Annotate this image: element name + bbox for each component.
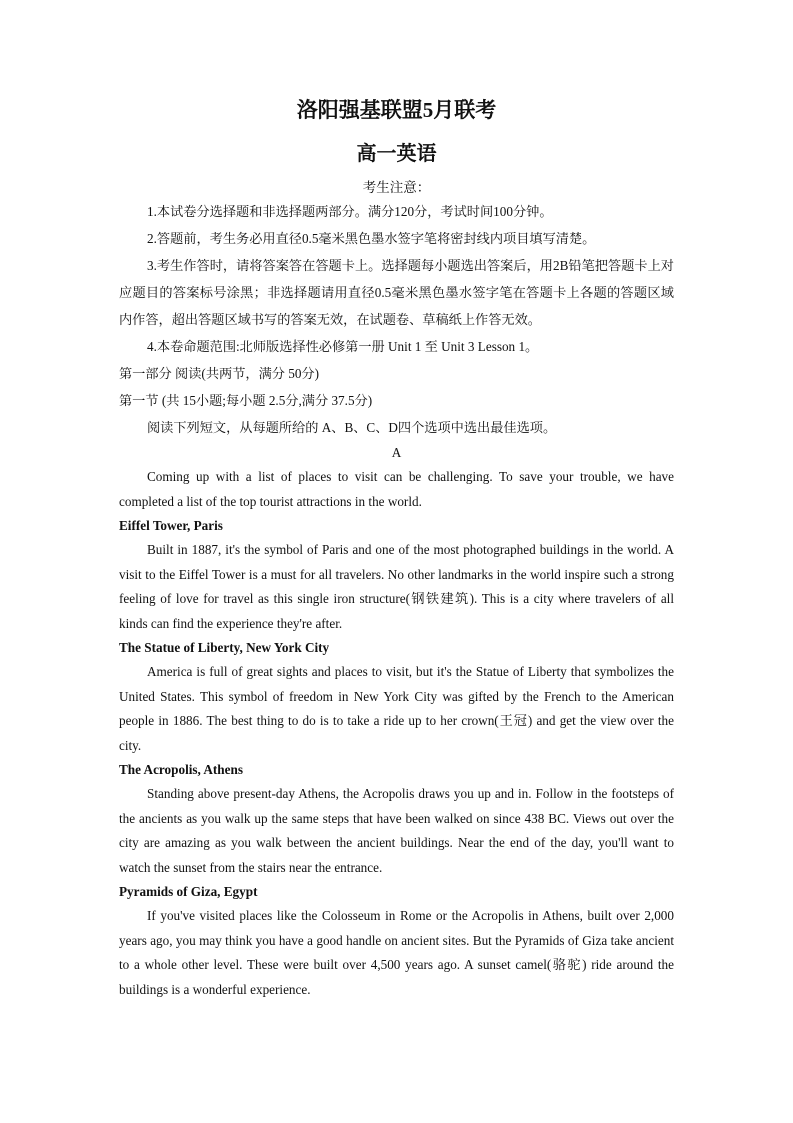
section-body-giza: If you've visited places like the Colosseum in Rome or the Acropolis in Athens, built over 2,000 years ago, you may think you have a good handle on ancient sites. But the Pyramids of Giza take ancient to a whole other level. These were built over 4,500 years ago. A sunset camel(骆驼) ride around the buildings is a wonderful experience. [119,908,674,997]
reading-instruction: 阅读下列短文，从每题所给的 A、B、C、D四个选项中选出最佳选项。 [147,420,557,435]
section-heading-acropolis: The Acropolis, Athens [119,762,243,777]
section1-title: 第一节 (共 15小题;每小题 2.5分,满分 37.5分) [119,393,373,408]
passage-intro: Coming up with a list of places to visit can be challenging. To save your trouble, we have completed a list of the top tourist attractions in the world. [119,469,674,509]
exam-subject: 高一英语 [356,143,437,165]
notice-item-4: 4.本卷命题范围:北师版选择性必修第一册 Unit 1 至 Unit 3 Lesson 1。 [147,339,539,354]
passage-label: A [391,445,402,460]
section-body-liberty: America is full of great sights and places to visit, but it's the Statue of Liberty that symbolizes the United States. This symbol of freedom in New York City was gifted by the French to the American people in 1886. The best thing to do is to take a ride up to her crown(王冠) and get the view over the city. [119,664,674,753]
section-body-eiffel: Built in 1887, it's the symbol of Paris and one of the most photographed buildings in the world. A visit to the Eiffel Tower is a must for all travelers. No other landmarks in the world inspire such a strong feeling of love for travel as this single iron structure(钢铁建筑). This is a city where travelers of all kinds can find the experience they're after. [119,542,674,631]
section-body-acropolis: Standing above present-day Athens, the Acropolis draws you up and in. Follow in the footsteps of the ancients as you walk up the same steps that have been walked on since 438 BC. Views out over the city are amazing as you walk between the ancient buildings. Near the end of the day, you'll want to watch the sunset from the stairs near the entrance. [119,786,674,875]
exam-title: 洛阳强基联盟5月联考 [296,98,497,122]
section-heading-giza: Pyramids of Giza, Egypt [119,884,258,899]
notice-item-1: 1.本试卷分选择题和非选择题两部分。满分120分，考试时间100分钟。 [147,204,553,219]
exam-page [119,96,674,1002]
notice-heading: 考生注意： [362,180,431,195]
notice-item-3: 3.考生作答时，请将答案答在答题卡上。选择题每小题选出答案后，用2B铅笔把答题卡上对应题目的答案标号涂黑；非选择题请用直径0.5毫米黑色墨水签字笔在答题卡上各题的答题区域内作答，超出答题区域书写的答案无效，在试题卷、草稿纸上作答无效。 [119,258,674,327]
section-heading-liberty: The Statue of Liberty, New York City [119,640,330,655]
part1-title: 第一部分 阅读(共两节，满分 50分) [119,366,320,381]
notice-item-2: 2.答题前，考生务必用直径0.5毫米黑色墨水签字笔将密封线内项目填写清楚。 [147,231,596,246]
section-heading-eiffel: Eiffel Tower, Paris [119,518,223,533]
